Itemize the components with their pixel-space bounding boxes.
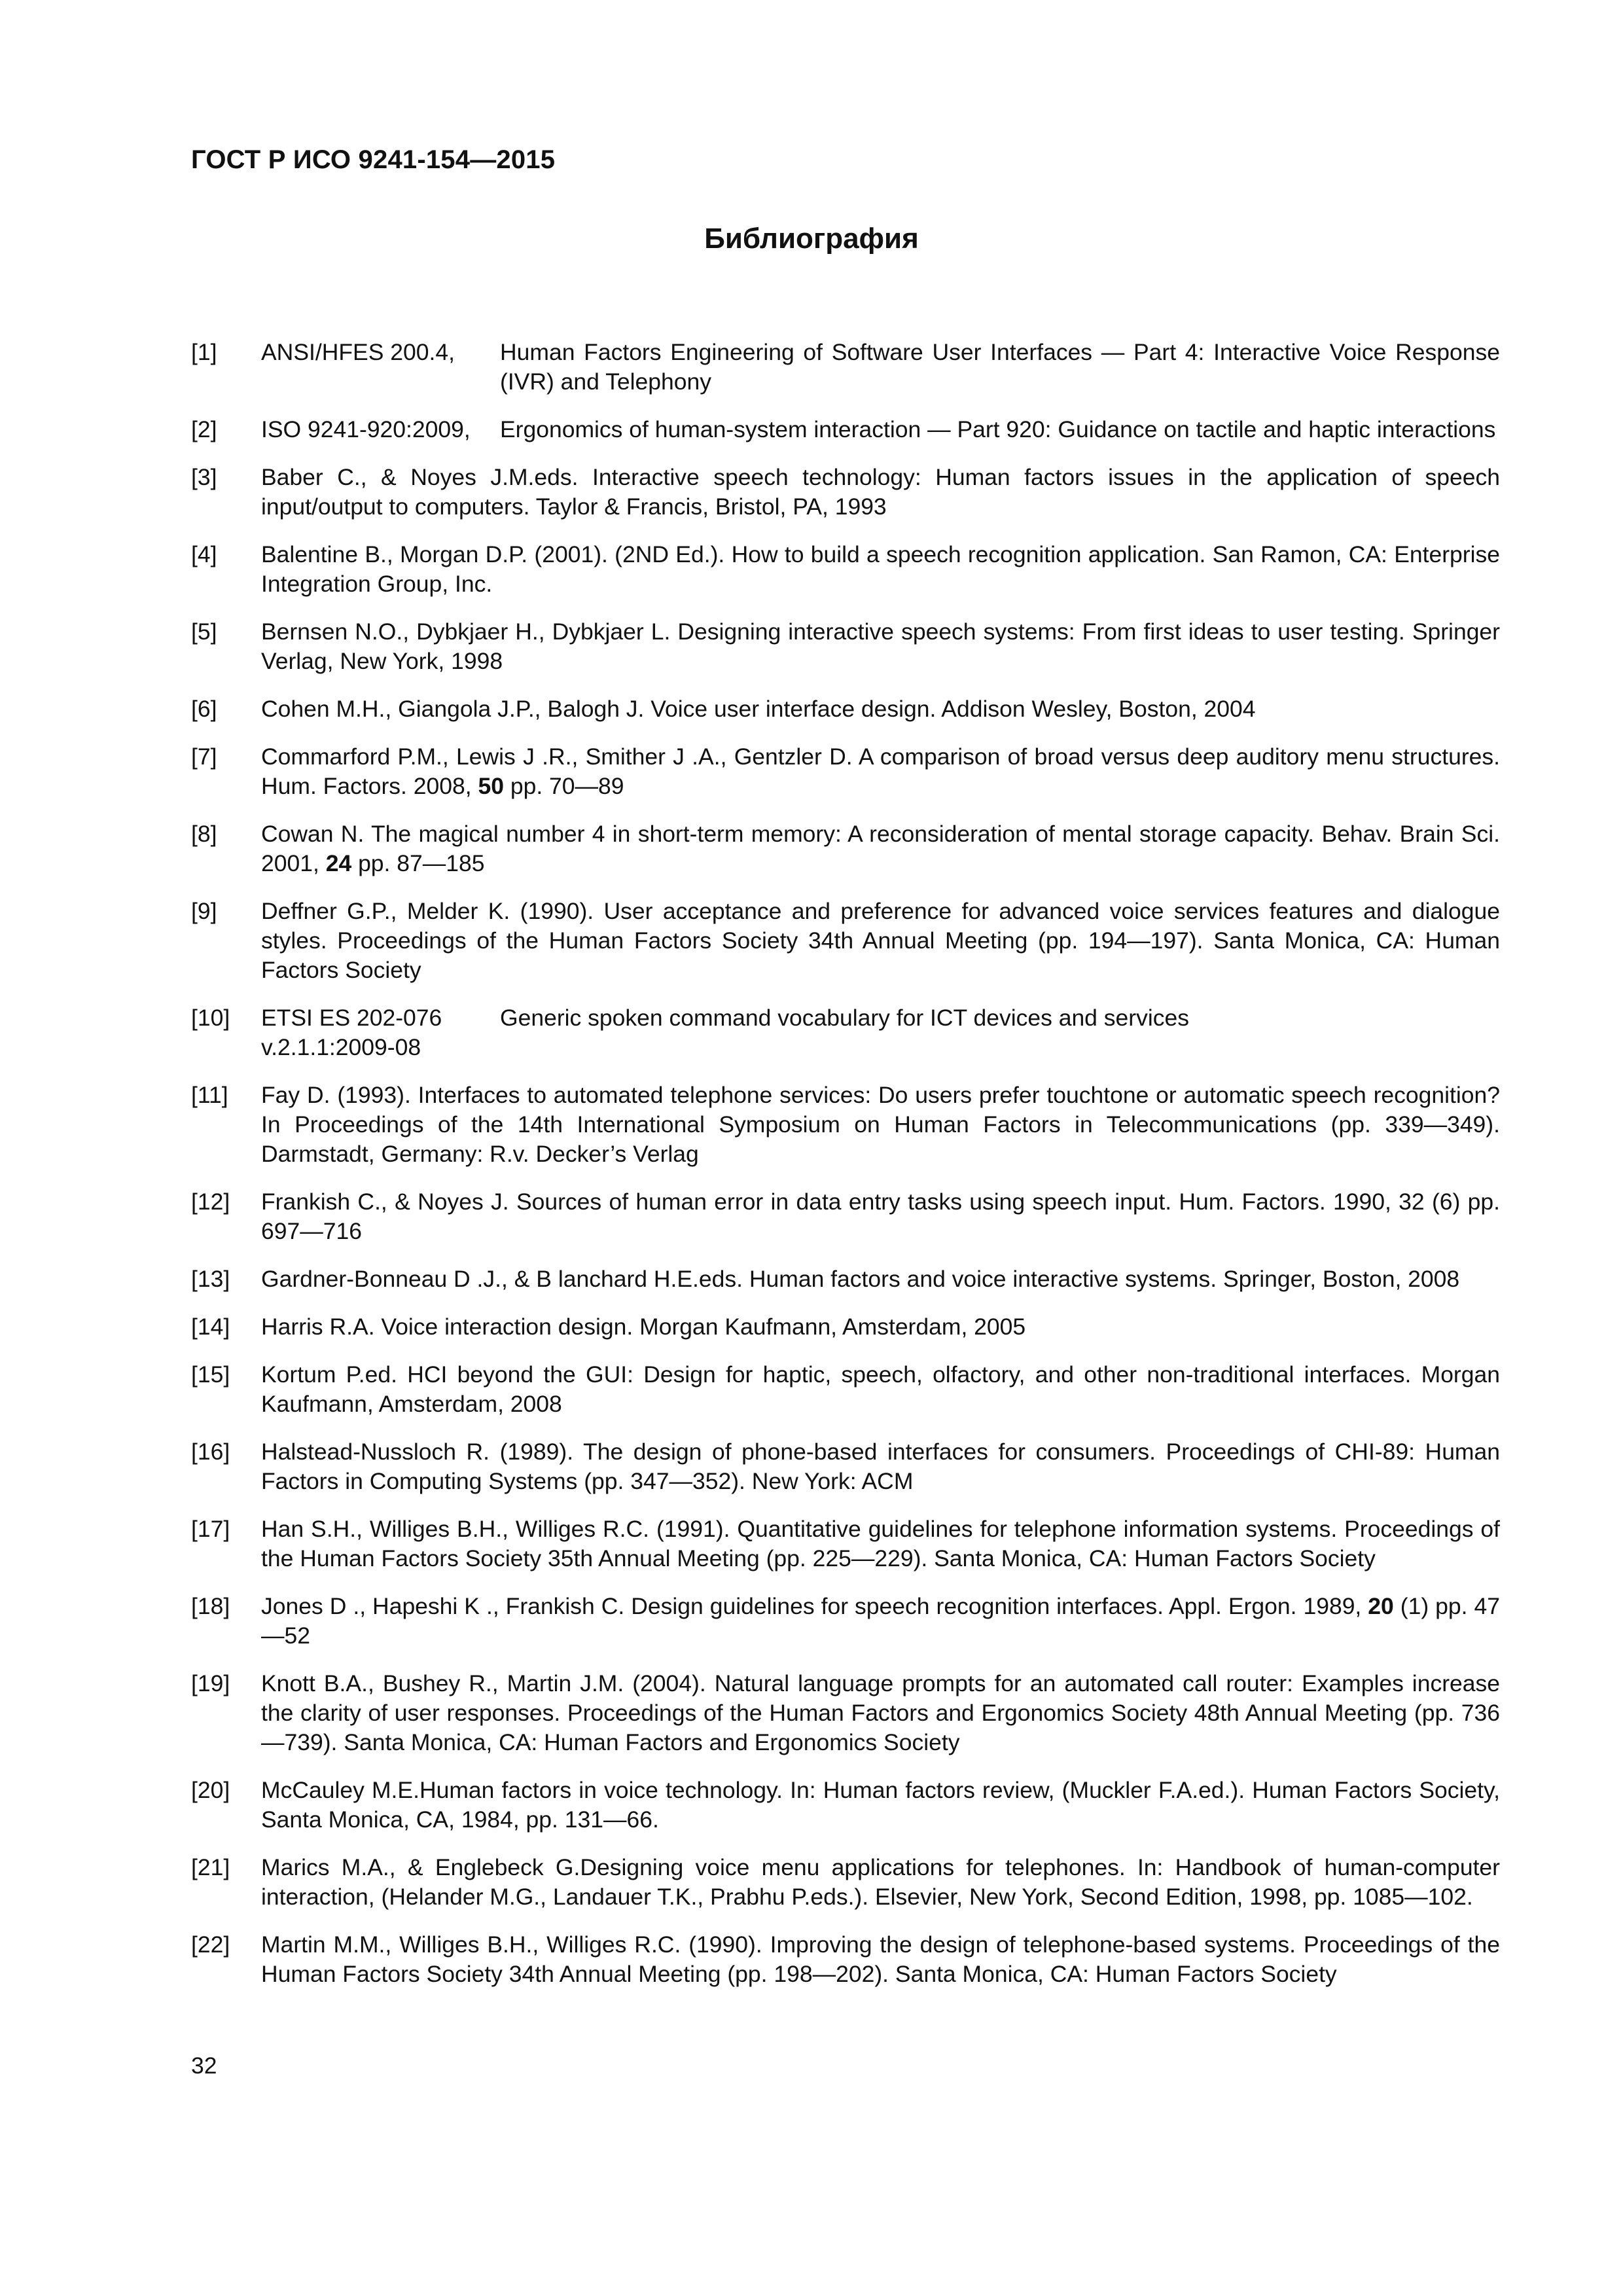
entry-number: [17] bbox=[191, 1516, 230, 1542]
volume-number: 24 bbox=[325, 850, 352, 876]
entry-text: Frankish C., & Noyes J. Sources of human error in data entry tasks using speech input. Hum. Factors. 1990, 32 (6) pp. 697—716 bbox=[261, 1189, 1500, 1244]
entry-number: [8] bbox=[191, 821, 217, 847]
bibliography-entry bbox=[191, 1312, 1500, 1342]
bibliography-entry bbox=[191, 1669, 1500, 1757]
entry-number: [10] bbox=[191, 1005, 230, 1031]
entry-text bbox=[261, 1592, 1500, 1651]
entry-number: [5] bbox=[191, 619, 217, 645]
bibliography-entry bbox=[191, 540, 1500, 599]
entry-text-part: Cowan N. The magical number 4 in short-term memory: A reconsideration of mental storage capacity. Behav. Brain Sci. 2001, bbox=[261, 821, 1500, 876]
bibliography-entry bbox=[191, 415, 1500, 444]
entry-text: Deffner G.P., Melder K. (1990). User acceptance and preference for advanced voice services features and dialogue styles. Proceedings of the Human Factors Society 34th Annual Meeting (pp. 194—197). Santa Monica, CA: Human Factors Society bbox=[261, 898, 1500, 983]
entry-text: Ergonomics of human-system interaction — Part 920: Guidance on tactile and haptic interactions bbox=[500, 416, 1496, 442]
entry-text: Harris R.A. Voice interaction design. Morgan Kaufmann, Amsterdam, 2005 bbox=[261, 1314, 1026, 1340]
entry-text: Gardner-Bonneau D .J., & B lanchard H.E.eds. Human factors and voice interactive systems. Springer, Boston, 2008 bbox=[261, 1266, 1460, 1292]
entry-text-part: (1) pp. 47—52 bbox=[261, 1593, 1500, 1649]
entry-number: [6] bbox=[191, 696, 217, 722]
entry-text: Human Factors Engineering of Software User Interfaces — Part 4: Interactive Voice Response (IVR) and Telephony bbox=[500, 339, 1500, 395]
entry-text: Knott B.A., Bushey R., Martin J.M. (2004). Natural language prompts for an automated call router: Examples increase the clarity of user responses. Proceedings of the Human Factors and Ergonomics Society 48th Annual Meeting (pp. 736—739). Santa Monica, CA: Human Factors and Ergonomics Society bbox=[261, 1670, 1500, 1755]
volume-number: 50 bbox=[478, 773, 504, 799]
bibliography-entry bbox=[191, 742, 1500, 801]
entry-number: [15] bbox=[191, 1361, 230, 1388]
entry-number: [9] bbox=[191, 898, 217, 924]
entry-text: Han S.H., Williges B.H., Williges R.C. (1991). Quantitative guidelines for telephone information systems. Proceedings of the Human Factors Society 35th Annual Meeting (pp. 225—229). Santa Monica, CA: Human Factors Society bbox=[261, 1516, 1500, 1571]
entry-number: [18] bbox=[191, 1593, 230, 1619]
entry-number: [19] bbox=[191, 1670, 230, 1696]
volume-number: 20 bbox=[1368, 1593, 1394, 1619]
bibliography-entry bbox=[191, 1776, 1500, 1835]
entry-text: Martin M.M., Williges B.H., Williges R.C. (1990). Improving the design of telephone-based systems. Proceedings of the Human Factors Society 34th Annual Meeting (pp. 198—202). Santa Monica, CA: Human Factors Society bbox=[261, 1931, 1500, 1987]
entry-text-part: pp. 70—89 bbox=[503, 773, 624, 799]
entry-designation: ETSI ES 202-076 v.2.1.1:2009-08 bbox=[261, 1005, 442, 1060]
bibliography-entry bbox=[191, 1360, 1500, 1419]
bibliography-entry bbox=[191, 694, 1500, 724]
bibliography-entry bbox=[191, 1437, 1500, 1496]
entry-number: [3] bbox=[191, 464, 217, 490]
entry-text: Baber C., & Noyes J.M.eds. Interactive speech technology: Human factors issues in the application of speech input/output to computers. Taylor & Francis, Bristol, PA, 1993 bbox=[261, 464, 1500, 520]
entry-number: [11] bbox=[191, 1082, 228, 1108]
bibliography-entry bbox=[191, 1003, 1500, 1062]
entry-designation: ANSI/HFES 200.4, bbox=[261, 339, 455, 365]
entry-number: [12] bbox=[191, 1189, 230, 1215]
entry-text: Cohen M.H., Giangola J.P., Balogh J. Voice user interface design. Addison Wesley, Boston, 2004 bbox=[261, 696, 1256, 722]
entry-number: [14] bbox=[191, 1314, 230, 1340]
entry-text bbox=[261, 819, 1500, 878]
entry-designation: ISO 9241-920:2009, bbox=[261, 416, 471, 442]
page-number: 32 bbox=[191, 2053, 217, 2079]
bibliography-entry bbox=[191, 338, 1500, 397]
entry-number: [22] bbox=[191, 1931, 230, 1958]
section-title: Библиография bbox=[704, 223, 919, 255]
bibliography-entry bbox=[191, 1592, 1500, 1651]
document-standard-code: ГОСТ Р ИСО 9241-154—2015 bbox=[191, 145, 556, 174]
bibliography-entry bbox=[191, 1265, 1500, 1294]
entry-text: Kortum P.ed. HCI beyond the GUI: Design for haptic, speech, olfactory, and other non-traditional interfaces. Morgan Kaufmann, Amsterdam, 2008 bbox=[261, 1361, 1500, 1417]
entry-number: [21] bbox=[191, 1854, 230, 1880]
bibliography-entry bbox=[191, 1930, 1500, 1989]
bibliography-entry bbox=[191, 1853, 1500, 1912]
entry-number: [7] bbox=[191, 744, 217, 770]
bibliography-entry bbox=[191, 1187, 1500, 1246]
bibliography-entry bbox=[191, 819, 1500, 878]
entry-number: [2] bbox=[191, 416, 217, 442]
entry-text-part: pp. 87—185 bbox=[351, 850, 485, 876]
bibliography-entry bbox=[191, 1515, 1500, 1573]
entry-number: [20] bbox=[191, 1777, 230, 1803]
entry-text-part: Jones D ., Hapeshi K ., Frankish C. Design guidelines for speech recognition interfaces. Appl. Ergon. 1989, bbox=[261, 1593, 1368, 1619]
entry-text bbox=[261, 742, 1500, 801]
bibliography-entry bbox=[191, 897, 1500, 985]
entry-text: McCauley M.E.Human factors in voice technology. In: Human factors review, (Muckler F.A.ed.). Human Factors Society, Santa Monica, CA, 1984, pp. 131—66. bbox=[261, 1777, 1500, 1833]
entry-text-part: Commarford P.M., Lewis J .R., Smither J .A., Gentzler D. A comparison of broad versus deep auditory menu structures. Hum. Factors. 2008, bbox=[261, 744, 1500, 799]
entry-number: [16] bbox=[191, 1439, 230, 1465]
bibliography-list bbox=[191, 338, 1500, 2007]
bibliography-entry bbox=[191, 463, 1500, 522]
bibliography-entry bbox=[191, 1081, 1500, 1169]
entry-text: Fay D. (1993). Interfaces to automated telephone services: Do users prefer touchtone or automatic speech recognition? In Proceedings of the 14th International Symposium on Human Factors in Telecommunications (pp. 339—349). Darmstadt, Germany: R.v. Decker’s Verlag bbox=[261, 1082, 1500, 1167]
entry-number: [1] bbox=[191, 339, 217, 365]
entry-text: Generic spoken command vocabulary for ICT devices and services bbox=[500, 1005, 1189, 1031]
entry-text: Balentine B., Morgan D.P. (2001). (2ND Ed.). How to build a speech recognition application. San Ramon, CA: Enterprise Integration Group, Inc. bbox=[261, 541, 1500, 597]
entry-text: Bernsen N.O., Dybkjaer H., Dybkjaer L. Designing interactive speech systems: From first ideas to user testing. Springer Verlag, New York, 1998 bbox=[261, 619, 1500, 674]
entry-number: [13] bbox=[191, 1266, 230, 1292]
bibliography-entry bbox=[191, 617, 1500, 676]
entry-text: Halstead-Nussloch R. (1989). The design of phone-based interfaces for consumers. Proceedings of CHI-89: Human Factors in Computing Systems (pp. 347—352). New York: ACM bbox=[261, 1439, 1500, 1494]
entry-text: Marics M.A., & Englebeck G.Designing voice menu applications for telephones. In: Handbook of human-computer interaction, (Helander M.G., Landauer T.K., Prabhu P.eds.). Elsevier, New York, Second Edition, 1998, pp. 1085—102. bbox=[261, 1854, 1500, 1910]
entry-number: [4] bbox=[191, 541, 217, 567]
